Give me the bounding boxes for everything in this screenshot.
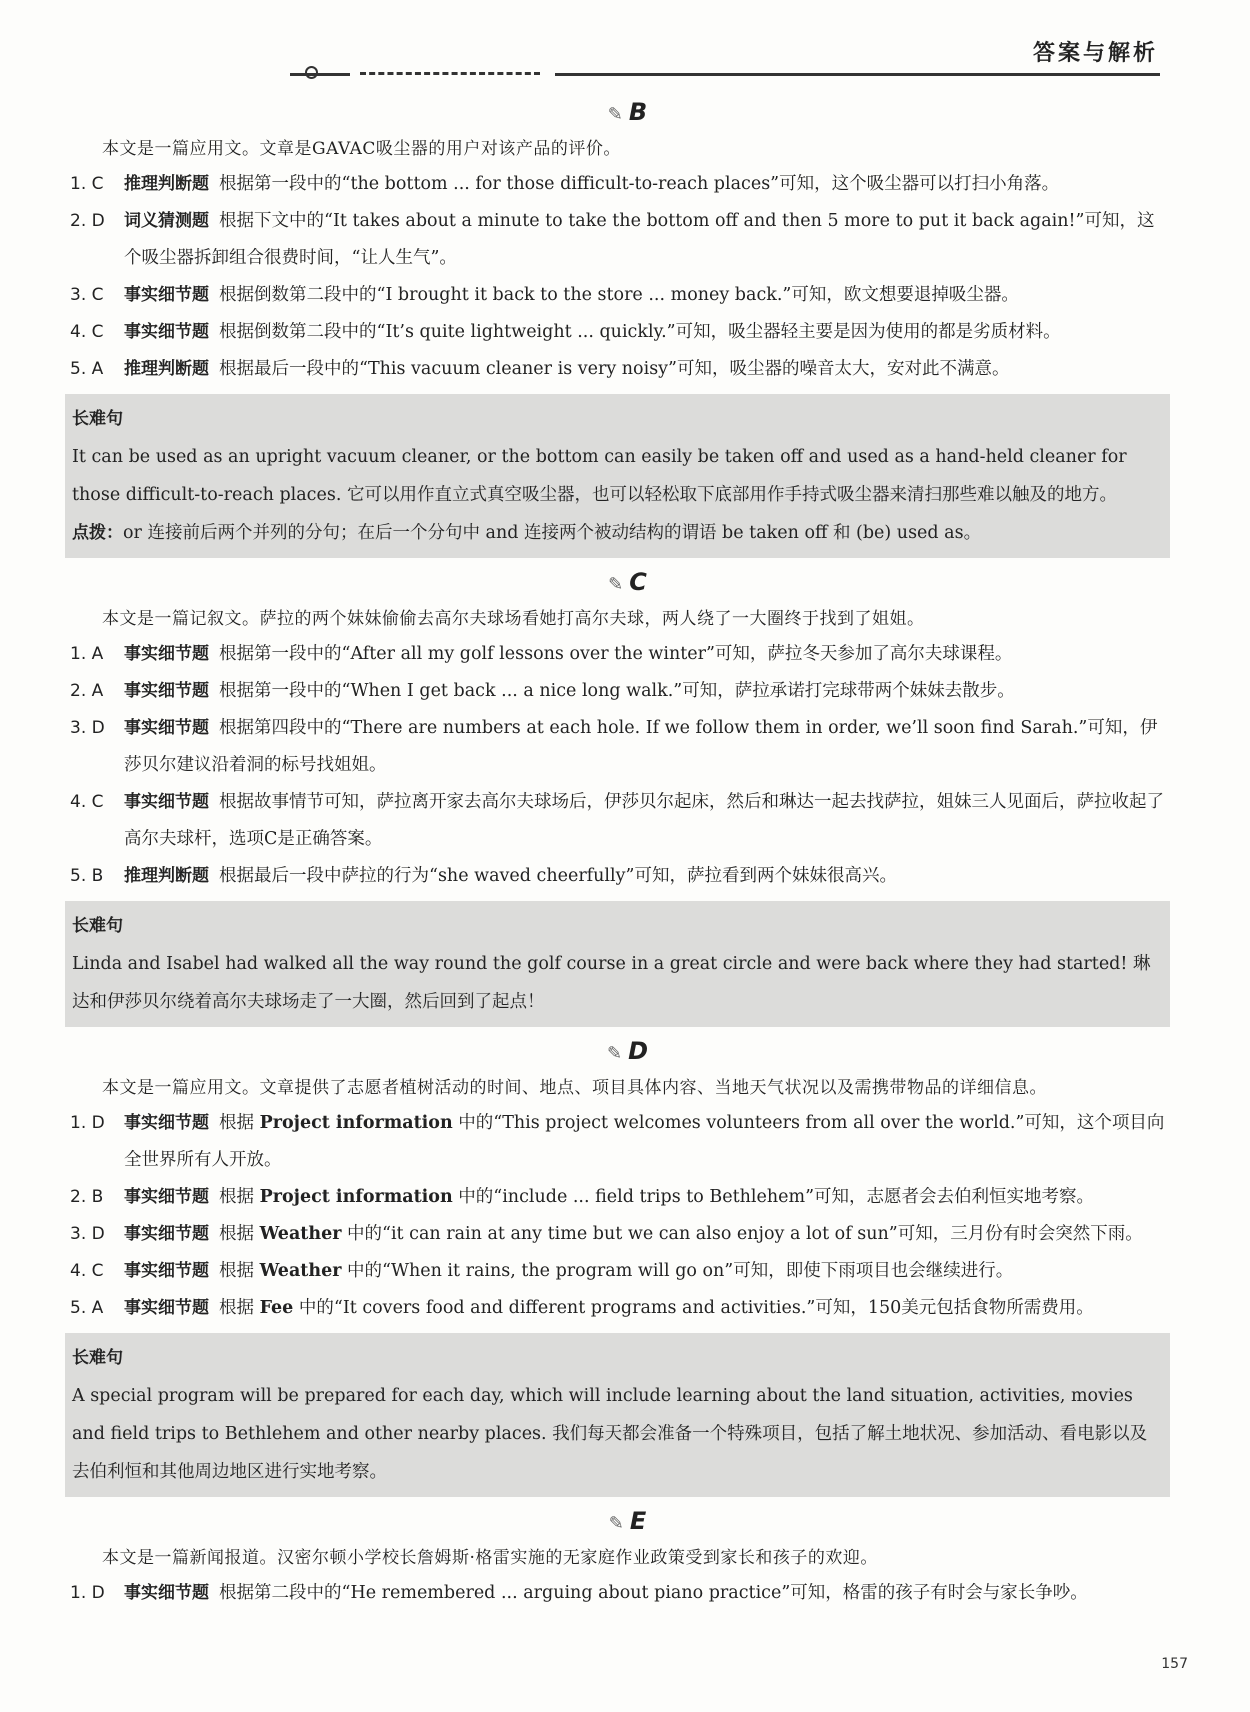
answer-text: 根据故事情节可知，萨拉离开家去高尔夫球场后，伊莎贝尔起床，然后和琳达一起去找萨拉，姐妹三人见面后，萨拉收起了高尔夫球杆，选项C是正确答案。 [124,792,1164,849]
answer-item [70,1253,1165,1290]
question-type: 事实细节题 [124,1298,209,1318]
header-rule-left [290,73,350,76]
question-type: 推理判断题 [124,174,209,194]
section-e [70,1501,1165,1612]
header-rule [555,73,1160,76]
answer-text-prefix: 根据 [219,1113,260,1133]
answer-item [70,314,1165,351]
section-d [70,1031,1165,1497]
header-dashed-rule [360,72,540,75]
long-sentence-box [65,1333,1170,1497]
answer-section-ref: Fee [259,1298,294,1318]
tip-label: 点拨： [72,523,123,543]
answer-text: 根据倒数第二段中的“I brought it back to the store ... money back.”可知，欧文想要退掉吸尘器。 [219,285,1019,305]
long-sentence-tip [72,514,1163,552]
answer-number: 3. D [70,718,105,738]
question-type: 事实细节题 [124,792,209,812]
long-sentence-text: Linda and Isabel had walked all the way round the golf course in a great circle and were back where they had started! 琳达和伊莎贝尔绕着高尔夫球场走了一大圈，然后回到了起点！ [72,954,1151,1012]
pen-icon: ✎ [608,574,624,595]
answer-number: 1. D [70,1583,105,1603]
question-type: 事实细节题 [124,718,209,738]
answer-text-prefix: 根据 [219,1224,260,1244]
question-type: 事实细节题 [124,644,209,664]
answer-number: 2. A [70,681,104,701]
answer-section-ref: Project information [259,1187,453,1207]
page-header [0,30,1250,90]
answer-item [70,1105,1165,1179]
question-type: 推理判断题 [124,359,209,379]
long-sentence-box [65,901,1170,1027]
answer-item [70,277,1165,314]
answer-text: 根据第一段中的“the bottom ... for those difficult-to-reach places”可知，这个吸尘器可以打扫小角落。 [219,174,1060,194]
question-type: 事实细节题 [124,285,209,305]
answer-item [70,203,1165,277]
long-sentence-text: A special program will be prepared for each day, which will include learning about the land situation, activities, movies and field trips to Bethlehem and other nearby places. 我们每天都会准备一个特殊项目，包括了解土地状况、参加活动、看电影以及去伯利恒和其他周边地区进行实地考察。 [72,1386,1148,1482]
answer-text: 根据倒数第二段中的“It’s quite lightweight ... quickly.”可知，吸尘器轻主要是因为使用的都是劣质材料。 [219,322,1061,342]
answer-item [70,1216,1165,1253]
pen-icon: ✎ [608,1513,624,1534]
answer-item [70,673,1165,710]
answer-item [70,636,1165,673]
answer-number: 1. C [70,174,104,194]
long-sentence-box [65,394,1170,558]
answer-item [70,784,1165,858]
answer-text-prefix: 根据 [219,1298,260,1318]
answer-section-ref: Weather [259,1261,342,1281]
question-type: 事实细节题 [124,322,209,342]
pen-icon: ✎ [606,1043,623,1064]
section-letter: B [628,98,648,126]
answer-item [70,351,1165,388]
answer-number: 3. C [70,285,104,305]
question-type: 事实细节题 [124,681,209,701]
answer-section-ref: Weather [259,1224,342,1244]
answer-item [70,1290,1165,1327]
pen-icon: ✎ [607,104,623,125]
section-heading [90,1031,1165,1071]
section-intro: 本文是一篇应用文。文章是GAVAC吸尘器的用户对该产品的评价。 [102,139,621,159]
answer-text-prefix: 根据 [219,1187,260,1207]
section-intro: 本文是一篇应用文。文章提供了志愿者植树活动的时间、地点、项目具体内容、当地天气状况以及需携带物品的详细信息。 [102,1078,1047,1098]
long-sentence-text: It can be used as an upright vacuum cleaner, or the bottom can easily be taken off and used as a hand-held cleaner for those difficult-to-reach places. 它可以用作直立式真空吸尘器，也可以轻松取下底部用作手持式吸尘器来清扫那些难以触及的地方。 [72,447,1127,505]
answer-number: 2. B [70,1187,104,1207]
page-number: 157 [1161,1656,1188,1672]
long-sentence-title: 长难句 [72,1348,123,1368]
question-type: 推理判断题 [124,866,209,886]
long-sentence-title: 长难句 [72,916,123,936]
answer-text: 根据第一段中的“After all my golf lessons over the winter”可知，萨拉冬天参加了高尔夫球课程。 [219,644,1013,664]
answer-text: 根据最后一段中萨拉的行为“she waved cheerfully”可知，萨拉看到两个妹妹很高兴。 [219,866,897,886]
answer-item [70,166,1165,203]
question-type: 事实细节题 [124,1187,209,1207]
answer-item [70,858,1165,895]
answer-text: 中的“When it rains, the program will go on”可知，即使下雨项目也会继续进行。 [341,1261,1014,1281]
question-type: 事实细节题 [124,1583,209,1603]
answer-text: 根据下文中的“It takes about a minute to take the bottom off and then 5 more to put it back again!”可知，这个吸尘器拆卸组合很费时间，“让人生气”。 [124,211,1155,268]
answer-number: 4. C [70,322,104,342]
answer-item [70,1575,1165,1612]
section-c [70,562,1165,1027]
answer-text: 根据第二段中的“He remembered ... arguing about piano practice”可知，格雷的孩子有时会与家长争吵。 [219,1583,1088,1603]
section-heading [90,92,1165,132]
answer-number: 2. D [70,211,105,231]
header-title: 答案与解析 [1032,41,1158,66]
section-heading [90,562,1165,602]
section-intro: 本文是一篇新闻报道。汉密尔顿小学校长詹姆斯·格雷实施的无家庭作业政策受到家长和孩子的欢迎。 [102,1548,878,1568]
section-b [70,92,1165,558]
answer-number: 5. A [70,1298,104,1318]
answer-number: 1. A [70,644,104,664]
answer-number: 4. C [70,792,104,812]
answer-content [70,92,1165,1612]
question-type: 事实细节题 [124,1113,209,1133]
section-letter: D [628,1037,648,1065]
answer-number: 5. B [70,866,104,886]
answer-number: 4. C [70,1261,104,1281]
question-type: 词义猜测题 [124,211,209,231]
question-type: 事实细节题 [124,1224,209,1244]
section-letter: E [629,1507,647,1535]
answer-item [70,710,1165,784]
answer-number: 5. A [70,359,104,379]
answer-text: 中的“include ... field trips to Bethlehem”可知，志愿者会去伯利恒实地考察。 [452,1187,1095,1207]
section-intro: 本文是一篇记叙文。萨拉的两个妹妹偷偷去高尔夫球场看她打高尔夫球，两人绕了一大圈终于找到了姐姐。 [102,609,925,629]
header-circle-ornament [305,66,318,79]
answer-text: 根据第四段中的“There are numbers at each hole. If we follow them in order, we’ll soon find Sarah.”可知，伊莎贝尔建议沿着洞的标号找姐姐。 [124,718,1158,775]
answer-number: 1. D [70,1113,105,1133]
answer-text: 根据第一段中的“When I get back ... a nice long walk.”可知，萨拉承诺打完球带两个妹妹去散步。 [219,681,1015,701]
answer-text-prefix: 根据 [219,1261,260,1281]
question-type: 事实细节题 [124,1261,209,1281]
answer-item [70,1179,1165,1216]
answer-text: 中的“it can rain at any time but we can also enjoy a lot of sun”可知，三月份有时会突然下雨。 [341,1224,1143,1244]
long-sentence-title: 长难句 [72,409,123,429]
answer-text: 中的“This project welcomes volunteers from all over the world.”可知，这个项目向全世界所有人开放。 [124,1113,1165,1170]
answer-text: 根据最后一段中的“This vacuum cleaner is very noisy”可知，吸尘器的噪音太大，安对此不满意。 [219,359,1010,379]
answer-text: 中的“It covers food and different programs and activities.”可知，150美元包括食物所需费用。 [293,1298,1094,1318]
answer-section-ref: Project information [259,1113,453,1133]
tip-text: or 连接前后两个并列的分句；在后一个分句中 and 连接两个被动结构的谓语 be taken off 和 (be) used as。 [123,523,982,543]
answer-number: 3. D [70,1224,105,1244]
section-heading [90,1501,1165,1541]
section-letter: C [629,568,647,596]
